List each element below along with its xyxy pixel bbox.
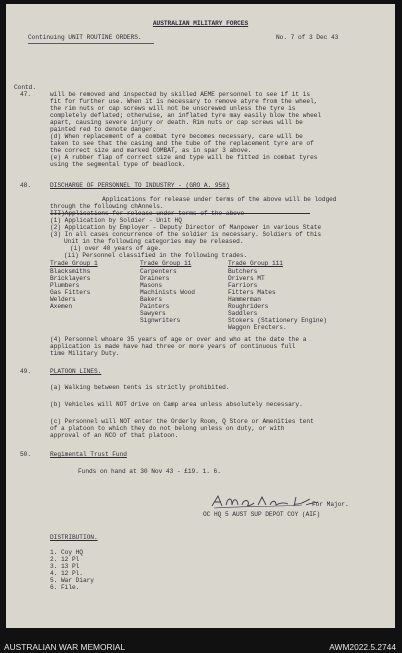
trade-item: Sawyers (140, 310, 166, 317)
trade-item: Painters (140, 303, 170, 310)
order-number: No. 7 of 3 Dec 43 (276, 34, 339, 41)
trade-group-2-header: Trade Group 11 (140, 260, 192, 267)
header-underline (28, 43, 154, 44)
trade-item: Axemen (50, 303, 72, 310)
para-49-number: 49. (20, 368, 31, 375)
para-47-line: using the segmental type of beadlock. (50, 161, 186, 168)
trade-item: Butchers (228, 268, 258, 275)
para-47-line: will be removed and inspected by skilled AEME personnel to see if it is (50, 91, 311, 98)
trade-item: Machinists Wood (140, 289, 195, 296)
para-48-line: (1) Application by Soldier - Unit HQ (50, 217, 182, 224)
para-47-line: the rim nuts or cap screws will not be unscrewed unless the tyre is (50, 105, 296, 112)
trade-item: Carpenters (140, 268, 177, 275)
para-48-line: through the following chAnnels. (50, 203, 164, 210)
para-50-heading: Regimental Trust Fund (50, 451, 127, 458)
trade-item: Farriors (228, 282, 258, 289)
distribution-heading: DISTRIBUTION. (50, 534, 98, 541)
trade-item: Bricklayers (50, 275, 91, 282)
para-50-text: Funds on hand at 30 Nov 43 - £19. 1. 6. (78, 468, 221, 475)
document-title: AUSTRALIAN MILITARY FORCES (152, 20, 249, 27)
para-49-item-c: approval of an NCO of that platoon. (50, 432, 179, 439)
distribution-item: 2. 12 Pl (50, 556, 80, 563)
signature-scribble (210, 493, 320, 509)
para-47-number: 47. (20, 91, 31, 98)
trade-item: Drivers MT (228, 275, 265, 282)
para-47-line: taken to see that the casing and the tube of the replacement tyre are of (50, 140, 314, 147)
para-47-line: apart, causing severe injury or death. Rim nuts or cap screws will be (50, 119, 303, 126)
para-49-item-c: (c) Personnel will NOT enter the Orderly Room, Q Store or Amenities tent (50, 418, 314, 425)
para-48-closing-line: time Military Duty. (50, 350, 120, 357)
trade-item: Waggon Erecters. (228, 324, 287, 331)
para-50-number: 50. (20, 451, 31, 458)
document-page (6, 4, 395, 628)
signature-unit: OC HQ 5 AUST SUP DEPOT COY (AIF) (203, 511, 321, 518)
trade-item: Stokers (Stationery Engine) (228, 317, 327, 324)
document-subtitle: Continuing UNIT ROUTINE ORDERS. (28, 34, 142, 41)
trade-item: Hammerman (228, 296, 261, 303)
trade-item: Drainers (140, 275, 170, 282)
para-47-line: (e) A rubber flap of correct size and type will be fitted in combat tyres (50, 154, 318, 161)
trade-item: Plumbers (50, 282, 80, 289)
distribution-item: 4. 12 Pl. (50, 570, 83, 577)
distribution-item: 5. War Diary (50, 577, 94, 584)
para-47-line: (d) When replacement of a combat tyre becomes necessary, care will be (50, 133, 303, 140)
para-47-line: completely deflated; otherwise, an inflated tyre may easily blow the wheel (50, 112, 322, 119)
para-49-item-b: (b) Vehicles will NOT drive on Camp area unless absolutely necessary. (50, 401, 303, 408)
distribution-item: 1. Coy HQ (50, 549, 83, 556)
footer-accession-number: AWM2022.5.2744 (329, 642, 396, 652)
distribution-item: 6. File. (50, 584, 80, 591)
trade-item: Signwriters (140, 317, 181, 324)
signature-for-major: For Major. (312, 501, 349, 508)
para-49-item-a: (a) Walking between tents is strictly prohibited. (50, 384, 230, 391)
strikethrough (50, 213, 310, 214)
trade-item: Roughriders (228, 303, 269, 310)
para-48-line: Unit in the following categories may be released. (64, 238, 244, 245)
trade-item: Saddlers (228, 310, 258, 317)
para-48-line: (2) Application by Employer - Deputy Director of Manpower in various State (50, 224, 322, 231)
archive-footer (0, 632, 402, 653)
para-48-line: (i) over 40 years of age. (70, 245, 162, 252)
trade-group-1-header: Trade Group 1 (50, 260, 98, 267)
handwritten-signature (210, 493, 320, 509)
para-48-number: 48. (20, 182, 31, 189)
trade-item: Welders (50, 296, 76, 303)
para-48-line: Applications for release under terms of the above will be lodged (102, 196, 337, 203)
trade-item: Fitters Mates (228, 289, 276, 296)
para-47-line: fit for further use. When it is necessary to remove atyre from the wheel, (50, 98, 318, 105)
para-47-line: the correct size and marked COMBAT, as in spar 3 above. (50, 147, 252, 154)
trade-group-3-header: Trade Group 111 (228, 260, 283, 267)
trade-item: Bakers (140, 296, 162, 303)
trade-item: Gas Fitters (50, 289, 91, 296)
para-48-closing-line: (4) Personnel whoare 35 years of age or over and who at the date the a (50, 336, 307, 343)
para-47-line: painted red to denote danger. (50, 126, 157, 133)
para-49-item-c: of a platoon to which they do not belong unless on duty, or with (50, 425, 285, 432)
distribution-item: 3. 13 Pl (50, 563, 80, 570)
para-48-closing-line: application is made have had three or more years of continuous full (50, 343, 296, 350)
trade-item: Blacksmiths (50, 268, 91, 275)
para-48-line: (ii) Personnel classified in the following trades. (64, 252, 248, 259)
trade-item: Masons (140, 282, 162, 289)
footer-institution: AUSTRALIAN WAR MEMORIAL (4, 642, 126, 652)
para-49-heading: PLATOON LINES. (50, 368, 102, 375)
para-48-line: (3) In all cases concurrence of the soldier is necessary. Soldiers of this (50, 231, 322, 238)
para-48-heading: DISCHARGE OF PERSONNEL TO INDUSTRY - (GRO A. 958) (50, 182, 230, 189)
contd-label: Contd. (14, 84, 36, 91)
